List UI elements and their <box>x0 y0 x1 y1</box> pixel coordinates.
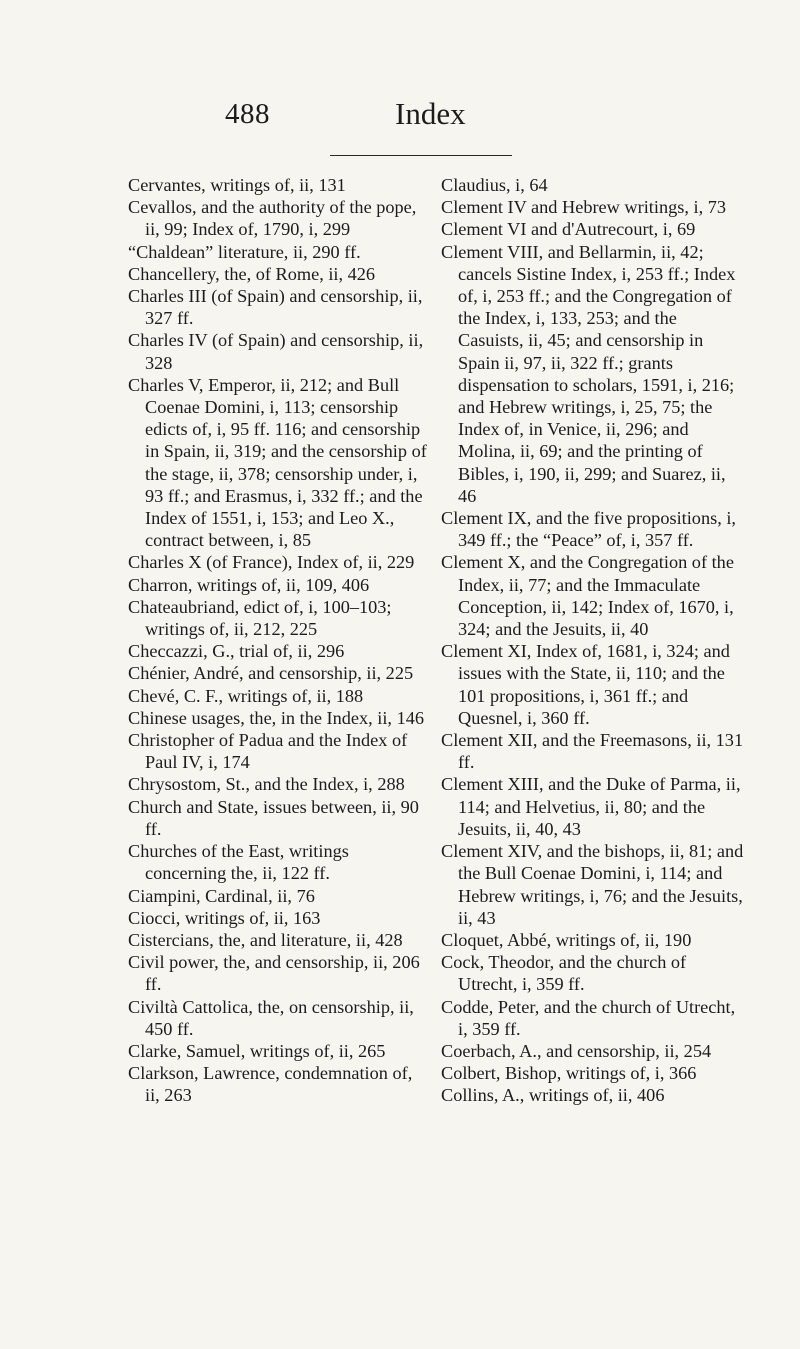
index-entry: Church and State, issues between, ii, 90 ff. <box>128 796 419 839</box>
index-entry: Chinese usages, the, in the Index, ii, 146 <box>128 707 424 728</box>
index-entry: Coerbach, A., and censorship, ii, 254 <box>441 1040 712 1061</box>
index-entry: Civiltà Cattolica, the, on censorship, ii, 450 ff. <box>128 996 414 1039</box>
index-entry: Checcazzi, G., trial of, ii, 296 <box>128 641 345 662</box>
index-entry: Chancellery, the, of Rome, ii, 426 <box>128 263 376 284</box>
index-entry: Cevallos, and the authority of the pope, ii, 99; Index of, 1790, i, 299 <box>128 197 417 240</box>
page-title: Index <box>395 96 466 131</box>
index-entry: Cistercians, the, and literature, ii, 428 <box>128 929 403 950</box>
index-entry: Clement XIII, and the Duke of Parma, ii, 114; and Helvetius, ii, 80; and the Jesuits, ii, 40, 43 <box>441 774 741 839</box>
index-entry: Chénier, André, and censorship, ii, 225 <box>128 663 414 684</box>
index-entry: Cloquet, Abbé, writings of, ii, 190 <box>441 929 692 950</box>
index-entry: Charles V, Emperor, ii, 212; and Bull Coenae Domini, i, 113; censorship edicts of, i, 95 ff. 116; and censorship in Spain, ii, 319; and the censorship of the stage, ii, 378; censorship under, i, 93 ff.; and Erasmus, i, 332 ff.; and the Index of 1551, i, 153; and Leo X., contract between, i, 85 <box>128 374 427 551</box>
index-entry: Christopher of Padua and the Index of Paul IV, i, 174 <box>128 730 408 773</box>
index-entry: Clement IX, and the five propositions, i, 349 ff.; the “Peace” of, i, 357 ff. <box>441 508 736 551</box>
index-entry: Claudius, i, 64 <box>441 175 548 195</box>
index-entry: Clement VIII, and Bellarmin, ii, 42; cancels Sistine Index, i, 253 ff.; Index of, i, 253 ff.; and the Congregation of the Index, i, 133, 253; and the Casuists, ii, 45; and censorship in Spain ii, 97, ii, 322 ff.; grants dispensation to scholars, 1591, i, 216; and Hebrew writings, i, 25, 75; the Index of, in Venice, ii, 296; and Molina, ii, 69; and the printing of Bibles, i, 190, ii, 299; and Suarez, ii, 46 <box>441 241 736 506</box>
index-entry: Chevé, C. F., writings of, ii, 188 <box>128 685 364 706</box>
right-column <box>441 174 746 1107</box>
index-entry: Clement IV and Hebrew writings, i, 73 <box>441 197 727 218</box>
index-entry: Charron, writings of, ii, 109, 406 <box>128 574 370 595</box>
index-entry: Charles III (of Spain) and censorship, ii, 327 ff. <box>128 286 423 329</box>
index-entry: Chrysostom, St., and the Index, i, 288 <box>128 774 405 795</box>
index-entry: Churches of the East, writings concerning the, ii, 122 ff. <box>128 841 349 884</box>
index-entry: Civil power, the, and censorship, ii, 206 ff. <box>128 952 420 995</box>
index-entry: Clarkson, Lawrence, condemnation of, ii, 263 <box>128 1063 413 1106</box>
index-entry: Ciampini, Cardinal, ii, 76 <box>128 885 315 906</box>
index-entry: Charles X (of France), Index of, ii, 229 <box>128 552 415 573</box>
header-rule <box>330 155 512 156</box>
index-entry: Clarke, Samuel, writings of, ii, 265 <box>128 1040 386 1061</box>
index-entry: Clement XIV, and the bishops, ii, 81; and the Bull Coenae Domini, i, 114; and Hebrew writings, i, 76; and the Jesuits, ii, 43 <box>441 841 744 928</box>
index-entry: Colbert, Bishop, writings of, i, 366 <box>441 1063 697 1084</box>
index-entry: Charles IV (of Spain) and censorship, ii, 328 <box>128 330 424 373</box>
left-column <box>128 174 428 1107</box>
index-entry: Clement VI and d'Autrecourt, i, 69 <box>441 219 696 240</box>
index-entry: Cervantes, writings of, ii, 131 <box>128 175 346 195</box>
index-entry: Collins, A., writings of, ii, 406 <box>441 1085 665 1106</box>
index-entry: Clement XII, and the Freemasons, ii, 131 ff. <box>441 730 744 773</box>
index-entry: Chateaubriand, edict of, i, 100–103; writings of, ii, 212, 225 <box>128 596 392 640</box>
index-entry: Clement XI, Index of, 1681, i, 324; and issues with the State, ii, 110; and the 101 propositions, i, 361 ff.; and Quesnel, i, 360 ff. <box>441 641 730 728</box>
index-entry: Ciocci, writings of, ii, 163 <box>128 907 321 928</box>
page-number: 488 <box>225 98 270 130</box>
index-entry: Codde, Peter, and the church of Utrecht, i, 359 ff. <box>441 996 736 1039</box>
index-entry: Clement X, and the Congregation of the Index, ii, 77; and the Immaculate Conception, ii, 142; Index of, 1670, i, 324; and the Jesuits, ii, 40 <box>441 552 734 640</box>
index-entry: “Chaldean” literature, ii, 290 ff. <box>128 241 361 262</box>
index-entry: Cock, Theodor, and the church of Utrecht, i, 359 ff. <box>441 952 687 995</box>
